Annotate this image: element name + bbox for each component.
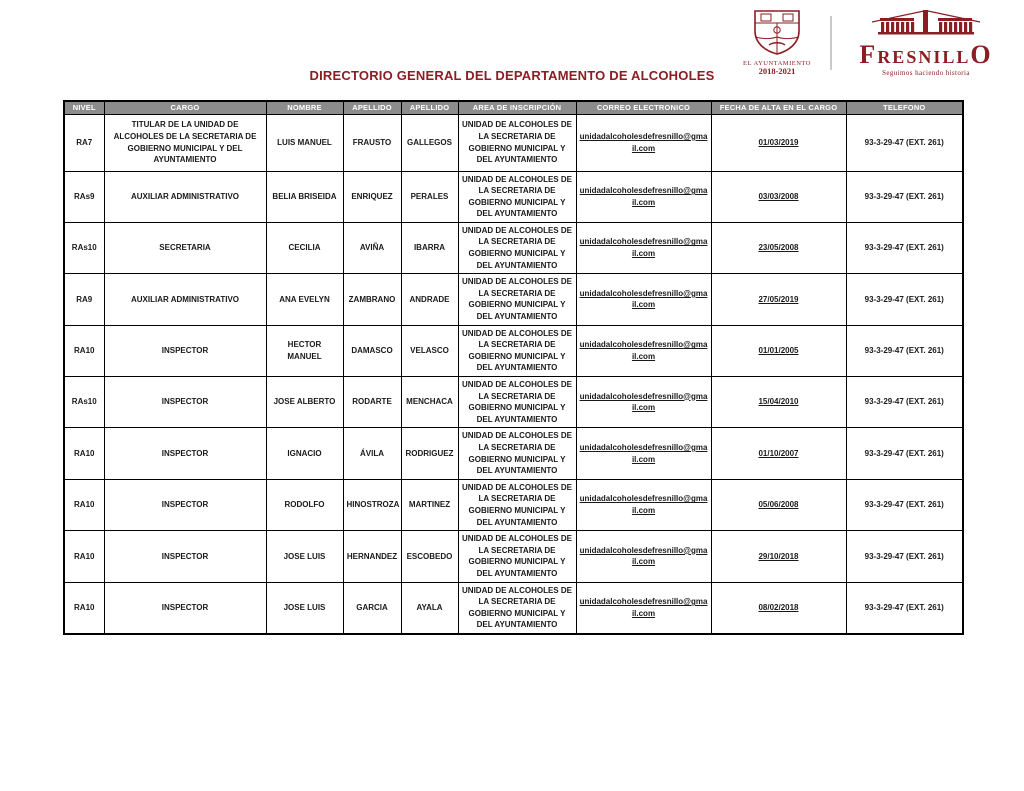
cell-apellido2: MENCHACA <box>401 377 458 428</box>
cell-nombre: IGNACIO <box>266 428 343 479</box>
fresnillo-wordmark: FRESNILLO <box>859 40 993 69</box>
cell-fecha <box>711 114 846 171</box>
cell-nombre: BELIA BRISEIDA <box>266 171 343 222</box>
fecha-value: 08/02/2018 <box>758 602 799 612</box>
table-row <box>64 428 963 479</box>
fresnillo-logo <box>846 8 1006 77</box>
table-row <box>64 222 963 273</box>
table-row <box>64 531 963 582</box>
email-link[interactable]: unidadalcoholesdefresnillo@gmail.com <box>579 391 708 413</box>
cell-cargo: INSPECTOR <box>104 479 266 530</box>
cell-cargo: INSPECTOR <box>104 325 266 376</box>
cell-area: UNIDAD DE ALCOHOLES DE LA SECRETARIA DE GOBIERNO MUNICIPAL Y DEL AYUNTAMIENTO <box>458 171 576 222</box>
cell-nivel: RAs10 <box>64 377 104 428</box>
cell-cargo: SECRETARIA <box>104 222 266 273</box>
cell-cargo: INSPECTOR <box>104 582 266 634</box>
cell-telefono: 93-3-29-47 (EXT. 261) <box>846 377 963 428</box>
cell-area: UNIDAD DE ALCOHOLES DE LA SECRETARIA DE GOBIERNO MUNICIPAL Y DEL AYUNTAMIENTO <box>458 274 576 325</box>
cell-nivel: RA10 <box>64 582 104 634</box>
cell-area: UNIDAD DE ALCOHOLES DE LA SECRETARIA DE GOBIERNO MUNICIPAL Y DEL AYUNTAMIENTO <box>458 531 576 582</box>
cell-fecha <box>711 325 846 376</box>
cell-apellido2: ANDRADE <box>401 274 458 325</box>
cell-nombre: JOSE LUIS <box>266 582 343 634</box>
cell-area: UNIDAD DE ALCOHOLES DE LA SECRETARIA DE GOBIERNO MUNICIPAL Y DEL AYUNTAMIENTO <box>458 582 576 634</box>
fresnillo-tagline: Seguimos haciendo historia <box>882 69 970 77</box>
cell-nivel: RA9 <box>64 274 104 325</box>
cell-nombre: RODOLFO <box>266 479 343 530</box>
fecha-value: 01/03/2019 <box>758 137 799 147</box>
cell-correo <box>576 582 711 634</box>
fecha-value: 27/05/2019 <box>758 294 799 304</box>
fecha-value: 01/10/2007 <box>758 448 799 458</box>
cell-cargo: AUXILIAR ADMINISTRATIVO <box>104 274 266 325</box>
cell-nombre: CECILIA <box>266 222 343 273</box>
cell-correo <box>576 325 711 376</box>
email-link[interactable]: unidadalcoholesdefresnillo@gmail.com <box>579 186 708 207</box>
col-header-apellido1: APELLIDO <box>343 101 401 114</box>
cell-telefono: 93-3-29-47 (EXT. 261) <box>846 479 963 530</box>
ayuntamiento-line2: 2018-2021 <box>758 65 796 76</box>
cell-correo <box>576 222 711 273</box>
cell-cargo: AUXILIAR ADMINISTRATIVO <box>104 171 266 222</box>
cell-fecha <box>711 377 846 428</box>
cell-correo <box>576 377 711 428</box>
table-row <box>64 325 963 376</box>
page-title: DIRECTORIO GENERAL DEL DEPARTAMENTO DE ALCOHOLES <box>309 68 715 83</box>
cell-nivel: RA10 <box>64 531 104 582</box>
table-row <box>64 274 963 325</box>
fecha-value: 05/06/2008 <box>758 500 799 510</box>
fecha-value: 15/04/2010 <box>758 397 799 407</box>
cell-fecha <box>711 582 846 634</box>
cell-fecha <box>711 479 846 530</box>
cell-telefono: 93-3-29-47 (EXT. 261) <box>846 274 963 325</box>
table-row <box>64 114 963 171</box>
cell-area: UNIDAD DE ALCOHOLES DE LA SECRETARIA DE GOBIERNO MUNICIPAL Y DEL AYUNTAMIENTO <box>458 377 576 428</box>
cell-nombre: HECTOR MANUEL <box>266 325 343 376</box>
table-header-row <box>64 101 963 114</box>
col-header-telefono: TELEFONO <box>846 101 963 114</box>
email-link[interactable]: unidadalcoholesdefresnillo@gmail.com <box>579 545 708 567</box>
cell-apellido1: RODARTE <box>343 377 401 428</box>
cell-nombre: JOSE LUIS <box>266 531 343 582</box>
fecha-value: 23/05/2008 <box>758 243 799 253</box>
cell-area: UNIDAD DE ALCOHOLES DE LA SECRETARIA DE GOBIERNO MUNICIPAL Y DEL AYUNTAMIENTO <box>458 114 576 171</box>
col-header-fecha: FECHA DE ALTA EN EL CARGO <box>711 101 846 114</box>
cell-apellido2: RODRIGUEZ <box>401 428 458 479</box>
col-header-correo: CORREO ELECTRONICO <box>576 101 711 114</box>
email-link[interactable]: unidadalcoholesdefresnillo@gmail.com <box>579 340 708 361</box>
cell-correo <box>576 479 711 530</box>
cell-apellido1: HINOSTROZA <box>343 479 401 530</box>
ayuntamiento-crest-icon <box>751 9 803 60</box>
col-header-nivel: NIVEL <box>64 101 104 114</box>
cell-telefono: 93-3-29-47 (EXT. 261) <box>846 171 963 222</box>
cell-telefono: 93-3-29-47 (EXT. 261) <box>846 582 963 634</box>
table-row <box>64 377 963 428</box>
cell-apellido1: ZAMBRANO <box>343 274 401 325</box>
cell-apellido2: MARTINEZ <box>401 479 458 530</box>
cell-cargo: INSPECTOR <box>104 531 266 582</box>
cell-fecha <box>711 222 846 273</box>
cell-nombre: JOSE ALBERTO <box>266 377 343 428</box>
cell-apellido2: GALLEGOS <box>401 114 458 171</box>
cell-telefono: 93-3-29-47 (EXT. 261) <box>846 531 963 582</box>
cell-area: UNIDAD DE ALCOHOLES DE LA SECRETARIA DE GOBIERNO MUNICIPAL Y DEL AYUNTAMIENTO <box>458 479 576 530</box>
cell-telefono: 93-3-29-47 (EXT. 261) <box>846 222 963 273</box>
cell-apellido1: ÁVILA <box>343 428 401 479</box>
email-link[interactable]: unidadalcoholesdefresnillo@gmail.com <box>579 131 708 153</box>
cell-correo <box>576 114 711 171</box>
cell-nivel: RAs10 <box>64 222 104 273</box>
email-link[interactable]: unidadalcoholesdefresnillo@gmail.com <box>579 494 708 515</box>
table-row <box>64 479 963 530</box>
cell-cargo: TITULAR DE LA UNIDAD DE ALCOHOLES DE LA SECRETARIA DE GOBIERNO MUNICIPAL Y DEL AYUNTAMIENTO <box>104 114 266 171</box>
cell-nivel: RA10 <box>64 479 104 530</box>
ayuntamiento-logo <box>738 9 816 76</box>
col-header-area: AREA DE INSCRIPCIÓN <box>458 101 576 114</box>
cell-apellido1: GARCIA <box>343 582 401 634</box>
cell-correo <box>576 274 711 325</box>
email-link[interactable]: unidadalcoholesdefresnillo@gmail.com <box>579 288 708 310</box>
col-header-cargo: CARGO <box>104 101 266 114</box>
table-body <box>64 114 963 634</box>
cell-area: UNIDAD DE ALCOHOLES DE LA SECRETARIA DE GOBIERNO MUNICIPAL Y DEL AYUNTAMIENTO <box>458 222 576 273</box>
cell-apellido1: AVIÑA <box>343 222 401 273</box>
cell-fecha <box>711 171 846 222</box>
cell-apellido1: ENRIQUEZ <box>343 171 401 222</box>
header-logos <box>738 8 1006 77</box>
cell-apellido2: ESCOBEDO <box>401 531 458 582</box>
cell-telefono: 93-3-29-47 (EXT. 261) <box>846 325 963 376</box>
cell-nivel: RA10 <box>64 325 104 376</box>
cell-area: UNIDAD DE ALCOHOLES DE LA SECRETARIA DE GOBIERNO MUNICIPAL Y DEL AYUNTAMIENTO <box>458 428 576 479</box>
fecha-value: 29/10/2018 <box>758 551 799 561</box>
col-header-apellido2: APELLIDO <box>401 101 458 114</box>
cell-apellido2: AYALA <box>401 582 458 634</box>
fecha-value: 01/01/2005 <box>758 346 799 356</box>
cell-apellido2: IBARRA <box>401 222 458 273</box>
cell-area: UNIDAD DE ALCOHOLES DE LA SECRETARIA DE GOBIERNO MUNICIPAL Y DEL AYUNTAMIENTO <box>458 325 576 376</box>
ayuntamiento-line1: EL AYUNTAMIENTO <box>743 59 811 67</box>
cell-cargo: INSPECTOR <box>104 377 266 428</box>
cell-telefono: 93-3-29-47 (EXT. 261) <box>846 428 963 479</box>
cell-fecha <box>711 531 846 582</box>
email-link[interactable]: unidadalcoholesdefresnillo@gmail.com <box>579 597 708 618</box>
cell-fecha <box>711 274 846 325</box>
fecha-value: 03/03/2008 <box>758 191 799 201</box>
cell-nivel: RA7 <box>64 114 104 171</box>
cell-nivel: RAs9 <box>64 171 104 222</box>
directory-table <box>63 100 964 635</box>
col-header-nombre: NOMBRE <box>266 101 343 114</box>
fresnillo-building-icon <box>866 8 986 41</box>
cell-correo <box>576 171 711 222</box>
logo-divider <box>830 16 832 70</box>
cell-fecha <box>711 428 846 479</box>
cell-telefono: 93-3-29-47 (EXT. 261) <box>846 114 963 171</box>
cell-cargo: INSPECTOR <box>104 428 266 479</box>
cell-correo <box>576 428 711 479</box>
cell-nivel: RA10 <box>64 428 104 479</box>
cell-nombre: ANA EVELYN <box>266 274 343 325</box>
cell-apellido2: VELASCO <box>401 325 458 376</box>
cell-apellido1: HERNANDEZ <box>343 531 401 582</box>
table-row <box>64 171 963 222</box>
cell-correo <box>576 531 711 582</box>
cell-apellido1: DAMASCO <box>343 325 401 376</box>
email-link[interactable]: unidadalcoholesdefresnillo@gmail.com <box>579 442 708 464</box>
table-row <box>64 582 963 634</box>
cell-nombre: LUIS MANUEL <box>266 114 343 171</box>
cell-apellido1: FRAUSTO <box>343 114 401 171</box>
cell-apellido2: PERALES <box>401 171 458 222</box>
email-link[interactable]: unidadalcoholesdefresnillo@gmail.com <box>579 237 708 259</box>
